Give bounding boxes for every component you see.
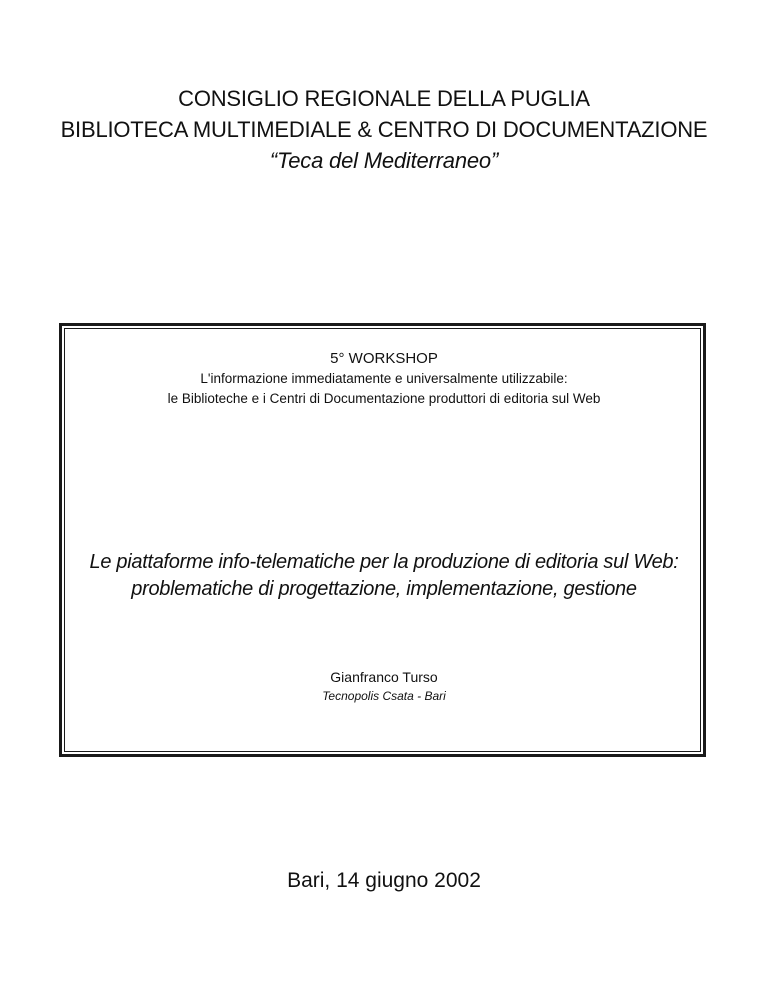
workshop-subtitle-line-2: le Biblioteche e i Centri di Documentazione produttori di editoria sul Web (167, 391, 601, 406)
footer (0, 867, 768, 895)
library-name: BIBLIOTECA MULTIMEDIALE & CENTRO DI DOCUMENTAZIONE (60, 117, 708, 142)
institution-header (0, 83, 768, 176)
library-motto: “Teca del Mediterraneo” (269, 148, 499, 173)
author-affiliation: Tecnopolis Csata - Bari (322, 689, 446, 703)
author-block (0, 667, 768, 705)
workshop-subtitle-line-1: L'informazione immediatamente e universalmente utilizzabile: (200, 371, 568, 386)
presentation-title-line-1: Le piattaforme info-telematiche per la produzione di editoria sul Web: (89, 551, 679, 573)
author-name: Gianfranco Turso (330, 669, 438, 685)
place-and-date: Bari, 14 giugno 2002 (287, 869, 481, 892)
presentation-title (0, 549, 768, 603)
workshop-label: 5° WORKSHOP (330, 350, 438, 367)
council-name: CONSIGLIO REGIONALE DELLA PUGLIA (178, 86, 590, 111)
workshop-block (0, 348, 768, 409)
presentation-title-line-2: problematiche di progettazione, implementazione, gestione (131, 578, 637, 600)
